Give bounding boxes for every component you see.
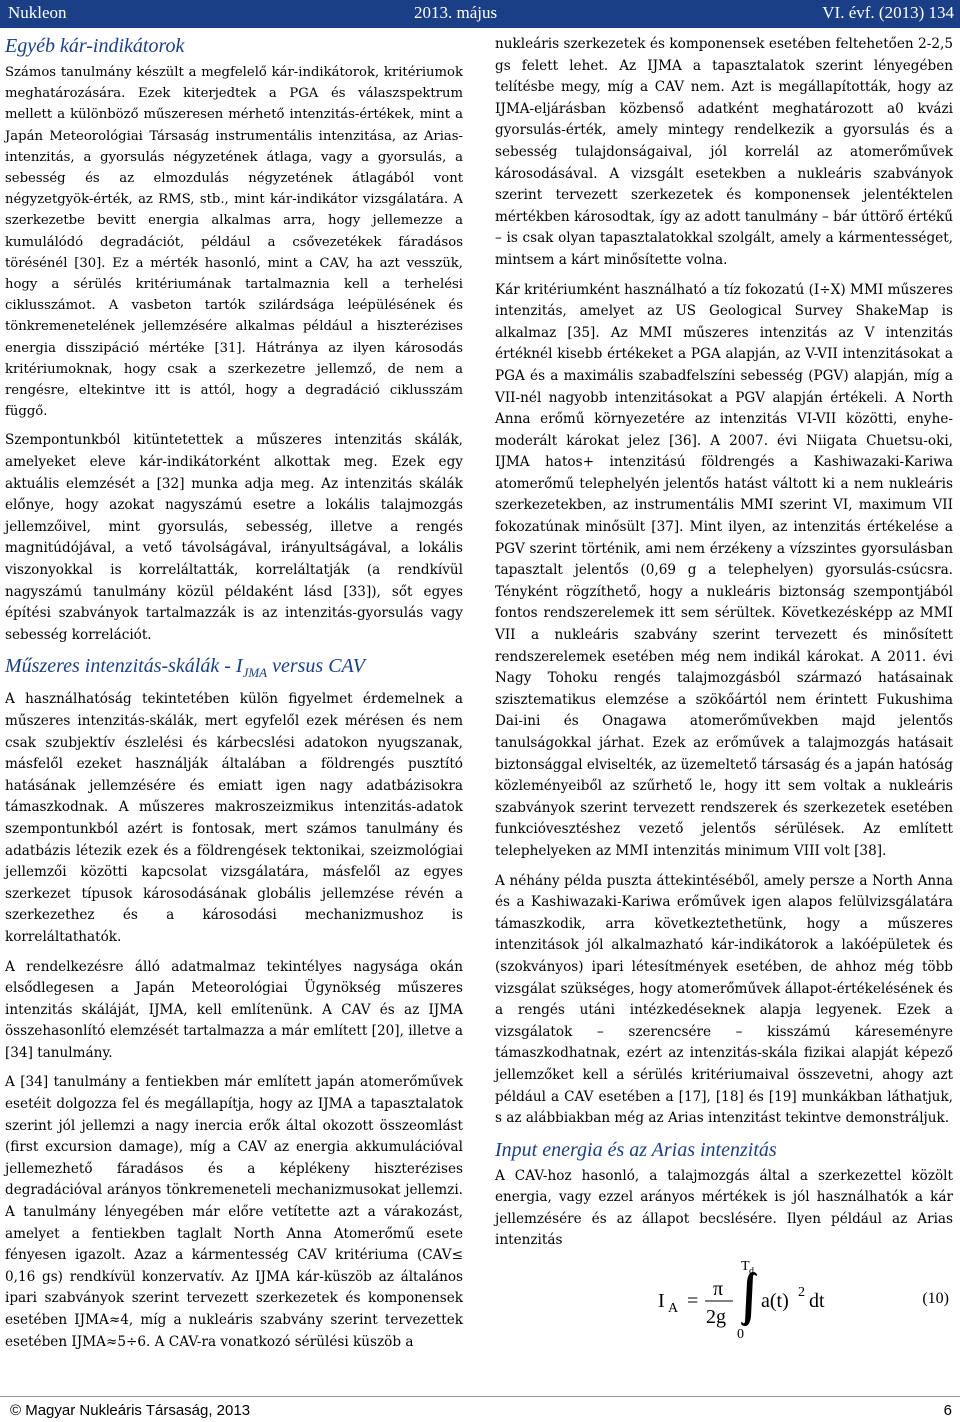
heading-text: Műszeres intenzitás-skálák - I: [5, 655, 243, 678]
page-number: 6: [943, 1402, 952, 1419]
eq-integrand: a(t): [761, 1290, 789, 1313]
journal-name: Nukleon: [8, 3, 67, 22]
section-heading-damage-indicators: Egyéb kár-indikátorok: [5, 35, 185, 57]
left-column: [5, 34, 463, 1361]
copyright: © Magyar Nukleáris Társaság, 2013: [10, 1402, 251, 1419]
paragraph: A néhány példa puszta áttekintéséből, amely persze a North Anna és a Kashiwazaki-Kariwa erőművek igen alapos felülvizsgálatára támaszkodik, arra következtethetünk, hogy a műszeres intenzitások jól alkalmazható kár-indikátorok a lakóépületek és (szokványos) ipari létesítmények esetében, de ahhoz még több vizsgálat szükséges, hogy atomerőművek állapot-értékelésének és a rengés utáni intézkedéseknek alapja legyenek. Ezek a vizsgálatok – szerencsére – kisszámú káreseményre támaszkodhatnak, ezért az intenzitás-skála fizikai alapját képező jellemzőket kell a sérülés kritériumaival összevetni, ahogy azt például a CAV esetében a [17], [18] és [19] munkákban láthatjuk, s az alábbiakban még az Arias intenzitást tekintve demonstráljuk.: [495, 872, 953, 1127]
eq-lower-limit: 0: [737, 1327, 744, 1341]
integral-sign-icon: [741, 1272, 757, 1326]
section-heading-arias: Input energia és az Arias intenzitás: [495, 1138, 777, 1161]
page-header: [0, 0, 960, 28]
paragraph: nukleáris szerkezetek és komponensek esetében feltehetően 2-2,5 gs felett lehet. Az IJMA a tapasztalatok szerint lényegében telítésbe megy, míg a CAV nem. Azt is megállapították, hogy az IJMA-eljárásban közbenső adatként meghatározott a0 kvázi gyorsulás-érték, amely mintegy rendelkezik a gyorsulás és a sebesség tulajdonságaival, jól korrelál az atomerőművek károsodásával. A vizsgált esetekben a nukleáris szabványok szerint tervezett szerkezetek és komponensek jelentéktelen mértékben károsodtak, így az adott tanulmány – bár úttörő értékű – is csak olyan tapasztalatokkal szolgált, amely a kármentességet, mintsem a kárt minősítette volna.: [495, 36, 953, 268]
paragraph: Szempontunkból kitüntetettek a műszeres intenzitás skálák, amelyeket eleve kár-indikátorként alkottak meg. Ezek egy aktuális elemzését a [32] munka adja meg. Az intenzitás skálák előnye, hogy azokat nagyszámú esetre a lokális talajmozgás jellemzőivel, mint gyorsulás, sebesség, illetve a rengés magnitúdójával, a vető távolságával, irányultságával, a lokális viszonyokkal is korreláltatták, korreláltatják (a rendkívül nagyszámú tanulmány közül példaként lásd [33]), sőt egyes építési szabványok tartalmazzák is az intenzitás-gyorsulás vagy sebesség korrelációt.: [5, 432, 463, 643]
paragraph: Kár kritériumként használható a tíz fokozatú (I÷X) MMI műszeres intenzitás, amelyet az US Geological Survey ShakeMap is alkalmaz [35]. Az MMI műszeres intenzitás az V intenzitás értéknél kisebb értékeket a PGA alapján, az V-VII intenzitásokat a PGA és a maximális szabadfelszíni sebesség (PGV) alapján, míg a VII-nél nagyobb intenzitásokat a PGV alapján értékeli. A North Anna erőmű környezetére az intenzitás VI-VII közötti, enyhe-moderált károkat jelez [36]. A 2007. évi Niigata Chuetsu-oki, IJMA hatos+ intenzitású földrengés a Kashiwazaki-Kariwa atomerőmű telephelyén jelentős hatást váltott ki a nem nukleáris szerkezetekben, az instrumentális MMI szerint VI, maximum VII fokozatúnak minősült [37]. Mint ilyen, az intenzitás értékelése a PGV szerint történik, ami nem érzékeny a vízszintes gyorsulásban tapasztalt jelentős (0,69 g a telephelyen) gyorsulás-csúcsra. Tényként rögzíthető, hogy a nukleáris biztonság szempontjából fontos rendszerelemek itt sem sérültek. Következésképp az MMI VII a nukleáris szabvány szerint tervezett és minősített rendszerelemek esetében még nem indikál károkat. A 2011. évi Nagy Tohoku rengés talajmozgásból származó hatásainak szisztematikus elemzése a szökőártól nem érintett Fukushima Dai-ini és Onagawa atomerőművekben majd jelentős tanulságokkal járhat. Ezek az erőművek a talajmozgás hatásait biztonsággal elviselték, az üzemeltető társaság és a japán hatóság közleményeiből az szűrhető le, hogy itt sem voltak a nukleáris szabványok szerint tervezett rendszerek és szerkezetek esetében funkcióvesztéshez vezető jelentős sérülések. Az említett telephelyeken az MMI intenzitás minimum VIII volt [38].: [495, 281, 953, 859]
paragraph: A [34] tanulmány a fentiekben már említett japán atomerőművek esetéit dolgozza fel és megállapítja, hogy az IJMA a tapasztalatok szerint jól jellemzi a nagy inercia erők által okozott összeomlást (first excursion damage), míg a CAV az energia akkumulációval jellemezhető fáradásos és a képlékeny hiszterézises degradációval arányos tönkremeneteli mechanizmusokat jellemzi. A tanulmány lényegében már előre vetítette azt a várakozást, amelyet a fentiekben taglalt North Anna Atomerőmű esete fényesen igazolt. Azaz a kármentesség CAV kritériuma (CAV≤ 0,16 gs) rendkívül konzervatív. Az IJMA kár-küszöb az általános ipari szabványok szerint tervezett szerkezetek és komponensek esetében IJMA≈4, míg a nukleáris szabvány szerint tervezettek esetében IJMA≈5÷6. A CAV-ra vonatkozó sérülési küszöb a: [5, 1074, 463, 1350]
volume-info: VI. évf. (2013) 134: [822, 3, 954, 22]
equation-arias-intensity: [495, 1260, 953, 1340]
right-column: [495, 34, 953, 1340]
eq-lhs-sub: A: [668, 1301, 679, 1317]
eq-equals: =: [687, 1290, 699, 1313]
eq-denominator: 2g: [706, 1306, 726, 1329]
issue-date: 2013. május: [414, 3, 498, 22]
footer-divider: [0, 1396, 960, 1397]
eq-dt: dt: [809, 1290, 825, 1313]
paragraph: A rendelkezésre álló adatmalmaz tekintélyes nagysága okán elsődlegesen a Japán Meteorológiai Ügynökség műszeres intenzitás skáláját, IJMA, kell említenünk. A CAV és az IJMA összehasonlító elemzését tartalmazza a már említett [20], illetve a [34] tanulmány.: [5, 958, 463, 1061]
section-heading-intensity-scales: [5, 654, 463, 685]
eq-upper-limit: T: [741, 1260, 750, 1275]
equation-graphic: [495, 1260, 953, 1340]
heading-text: versus CAV: [267, 655, 365, 678]
eq-numerator: π: [713, 1278, 724, 1301]
paragraph: A CAV-hoz hasonló, a talajmozgás által a szerkezettel közölt energia, vagy ezzel arányos mértékek is jól használhatók a kár jellemzésére és az állapot becslésére. Ilyen például az Arias intenzitás: [495, 1167, 953, 1249]
equation-number: (10): [922, 1290, 949, 1308]
eq-power: 2: [798, 1285, 805, 1301]
eq-lhs: I: [658, 1290, 665, 1313]
paragraph: A használhatóság tekintetében külön figyelmet érdemelnek a műszeres intenzitás-skálák, mert egyfelől ezek mérésen és nem csak szubjektív észlelési és kárbecslési adatokon nyugszanak, másfelől ezeket használják általában a földrengés pusztító hatásának jellemzésére és emiatt igen nagy adatbázisokra támaszkodnak. A műszeres makroszeizmikus intenzitás-adatok szempontunkból azért is fontosak, mert számos tanulmány és adatbázis létezik ezek és a földrengések tektonikai, szeizmológiai jellemzői közötti kapcsolat vizsgálatára, másfelől az egyes szerkezet típusok károsodásának globális jellemzése révén a szerkezethez és a károsodási mechanizmushoz is korreláltathatók.: [5, 691, 463, 945]
page-footer: [0, 1402, 960, 1422]
paragraph: Számos tanulmány készült a megfelelő kár-indikátorok, kritériumok meghatározására. Ezek kiterjedtek a PGA és válaszspektrum mellett a különböző műszeresen mérhető intenzitás-értékek, mint a Japán Meteorológiai Társaság instrumentális intenzitása, az Arias-intenzitás, a gyorsulás négyzetének átlaga, vagy a gyorsulás, a sebesség és az elmozdulás négyzetének átlagából vont négyzetgyök-érték, az RMS, stb., mint kár-indikátor vizsgálatára. A szerkezetbe bevitt energia alkalmas arra, hogy jellemezze a kumulálódó degradációt, például a csővezetékek fáradásos törésénél [30]. Ez a mérték hasonló, mint a CAV, ha azt vesszük, hogy a sérülés kritériumának tartalmaznia kell a terhelési ciklusszámot. A vasbeton tartók szilárdsága leépülésének és tönkremenetelének jellemzésére alkalmas például a hiszterézises energia disszipáció mértéke [31]. Hátránya az ilyen károsodás kritériumoknak, hogy csak a szerkezetre jellemző, de nem a rengésre, eltekintve itt is attól, hogy a degradáció ciklusszám függő.: [5, 65, 463, 420]
heading-subscript: JMA: [242, 665, 268, 681]
eq-upper-limit-sub: d: [749, 1266, 754, 1278]
